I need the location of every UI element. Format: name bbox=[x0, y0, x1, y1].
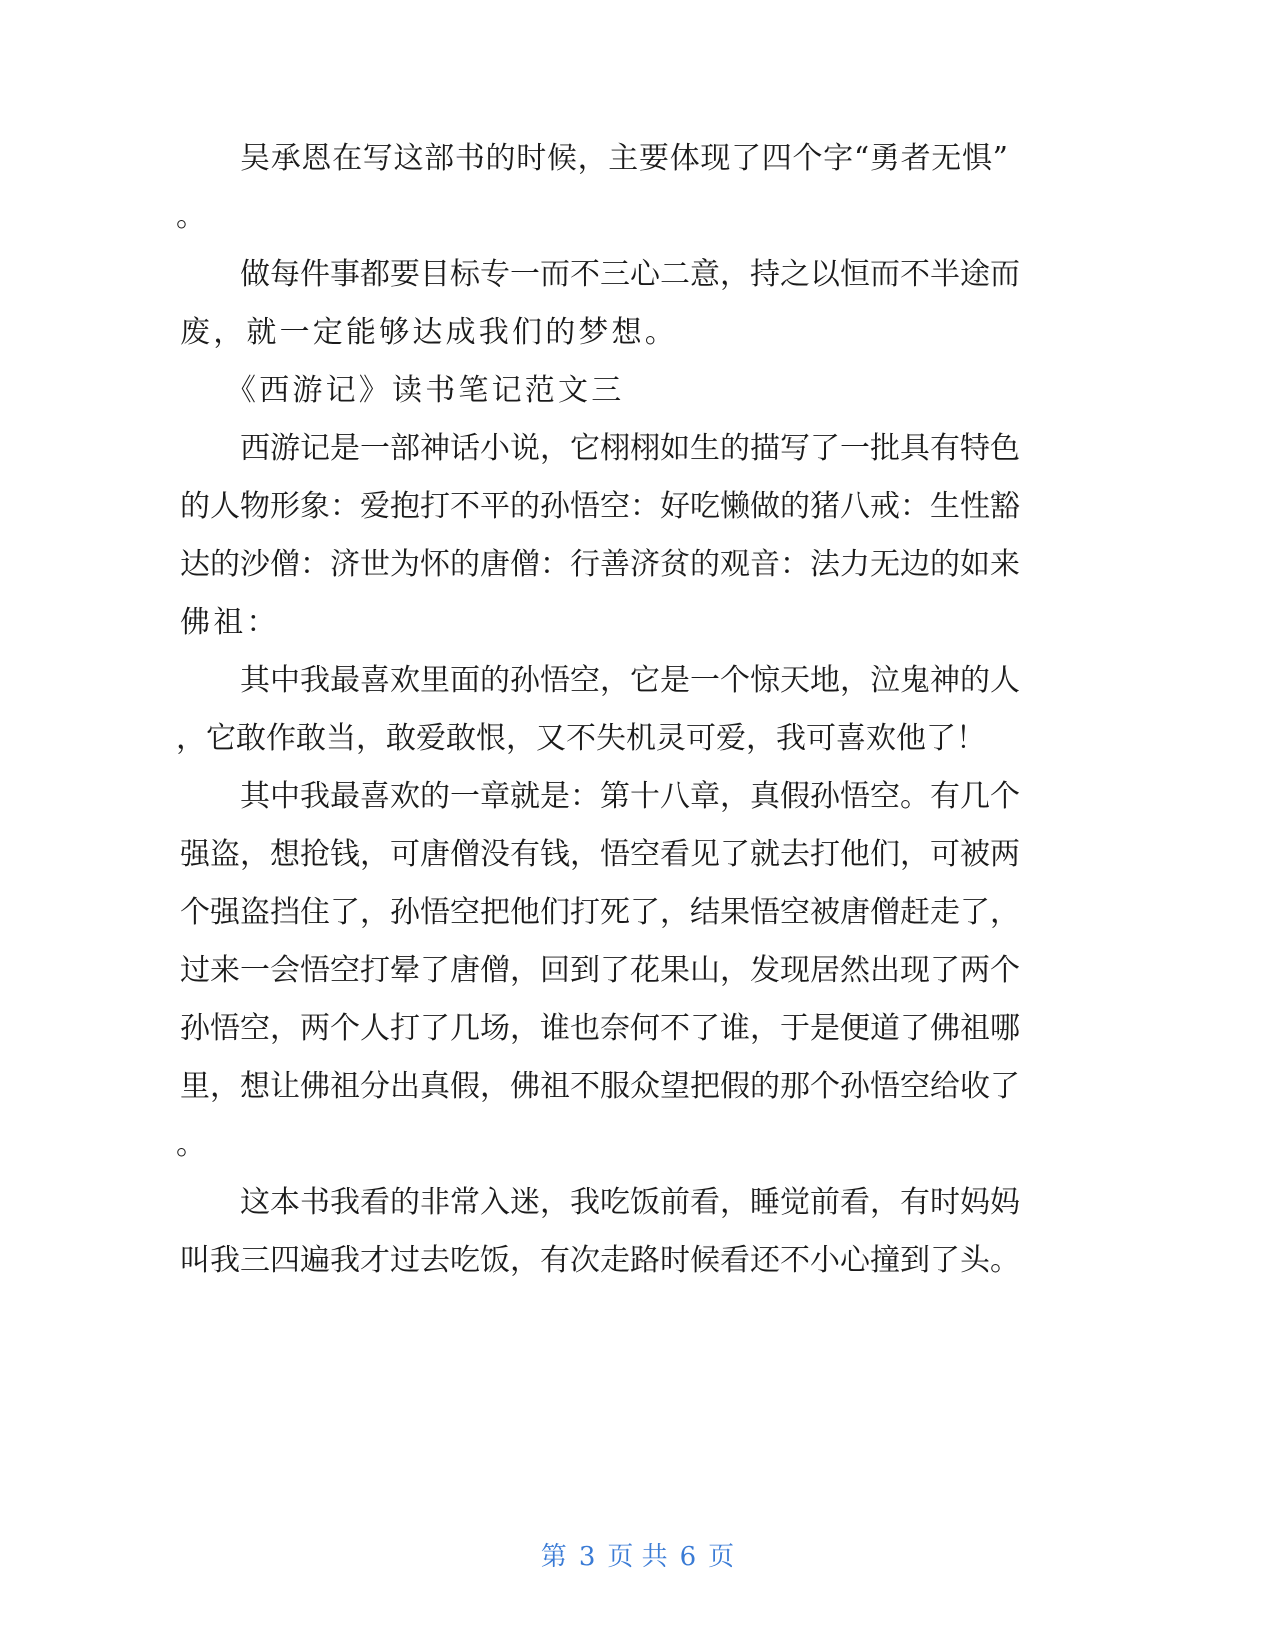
line-text: 吴承恩在写这部书的时候，主要体现了四个字“勇者无惧” bbox=[240, 141, 1008, 176]
paragraph-line bbox=[0, 601, 1275, 645]
paragraph-line bbox=[0, 659, 1275, 703]
footer-prefix: 第 bbox=[540, 1542, 567, 1572]
line-text: 个强盗挡住了，孙悟空把他们打死了，结果悟空被唐僧赶走了， bbox=[180, 895, 1020, 930]
line-text: 其中我最喜欢里面的孙悟空，它是一个惊天地，泣鬼神的人 bbox=[240, 663, 1020, 698]
paragraph-line bbox=[0, 1123, 1275, 1167]
line-text: ，它敢作敢当，敢爱敢恨，又不失机灵可爱，我可喜欢他了！ bbox=[176, 721, 986, 756]
line-text: 这本书我看的非常入迷，我吃饭前看，睡觉前看，有时妈妈 bbox=[240, 1185, 1020, 1220]
line-text: 废，就一定能够达成我们的梦想。 bbox=[180, 315, 678, 350]
line-text: 。 bbox=[176, 199, 210, 234]
paragraph-line bbox=[0, 775, 1275, 819]
paragraph-line bbox=[0, 543, 1275, 587]
paragraph-line bbox=[0, 137, 1275, 181]
paragraph-line bbox=[0, 1181, 1275, 1225]
line-text: 孙悟空，两个人打了几场，谁也奈何不了谁，于是便道了佛祖哪 bbox=[180, 1011, 1020, 1046]
line-text: 达的沙僧：济世为怀的唐僧：行善济贫的观音：法力无边的如来 bbox=[180, 547, 1020, 582]
paragraph-line bbox=[0, 1065, 1275, 1109]
paragraph-line bbox=[0, 1007, 1275, 1051]
paragraph-line bbox=[0, 949, 1275, 993]
paragraph-line bbox=[0, 311, 1275, 355]
line-text: 过来一会悟空打晕了唐僧，回到了花果山，发现居然出现了两个 bbox=[180, 953, 1020, 988]
paragraph-line bbox=[0, 891, 1275, 935]
page-footer bbox=[0, 1537, 1275, 1577]
line-text: 叫我三四遍我才过去吃饭，有次走路时候看还不小心撞到了头。 bbox=[180, 1243, 1020, 1278]
paragraph-line bbox=[0, 253, 1275, 297]
paragraph-line bbox=[0, 427, 1275, 471]
line-text: 做每件事都要目标专一而不三心二意，持之以恒而不半途而 bbox=[240, 257, 1020, 292]
section-heading bbox=[0, 369, 1275, 413]
heading-text: 《西游记》读书笔记范文三 bbox=[226, 373, 625, 408]
line-text: 。 bbox=[176, 1127, 210, 1162]
footer-current-page: 3 bbox=[578, 1542, 596, 1572]
paragraph-line bbox=[0, 833, 1275, 877]
footer-mid: 页 共 bbox=[607, 1542, 668, 1572]
line-text: 其中我最喜欢的一章就是：第十八章，真假孙悟空。有几个 bbox=[240, 779, 1020, 814]
paragraph-line bbox=[0, 1239, 1275, 1283]
paragraph-line bbox=[0, 485, 1275, 529]
line-text: 的人物形象：爱抱打不平的孙悟空：好吃懒做的猪八戒：生性豁 bbox=[180, 489, 1020, 524]
line-text: 佛祖： bbox=[180, 605, 280, 640]
line-text: 里，想让佛祖分出真假，佛祖不服众望把假的那个孙悟空给收了 bbox=[180, 1069, 1020, 1104]
line-text: 强盗，想抢钱，可唐僧没有钱，悟空看见了就去打他们，可被两 bbox=[180, 837, 1020, 872]
line-text: 西游记是一部神话小说，它栩栩如生的描写了一批具有特色 bbox=[240, 431, 1020, 466]
paragraph-line bbox=[0, 717, 1275, 761]
paragraph-line bbox=[0, 195, 1275, 239]
footer-suffix: 页 bbox=[708, 1542, 735, 1572]
footer-total-pages: 6 bbox=[679, 1542, 697, 1572]
